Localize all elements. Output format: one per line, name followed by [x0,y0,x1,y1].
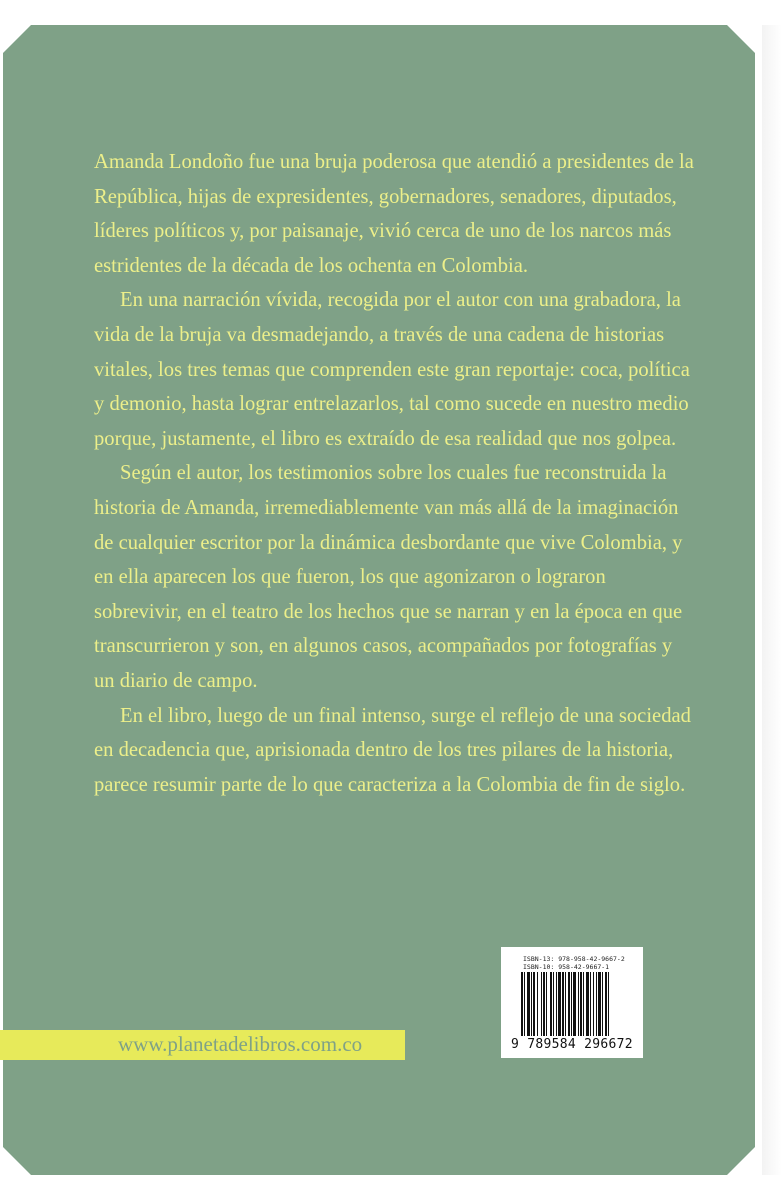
barcode-bar [605,972,607,1036]
page-edge [762,25,782,1175]
isbn10-label: ISBN-10: 958-42-9667-1 [523,963,610,971]
barcode-bar [558,972,561,1036]
barcode-bar [598,972,601,1036]
barcode-bar [596,972,597,1036]
back-cover-blurb [94,145,694,802]
barcode-bar [586,972,589,1036]
barcode-bar [537,972,538,1036]
barcode-bar [553,972,554,1036]
barcode-bar [562,972,564,1036]
barcode-bar [602,972,603,1036]
barcode [501,947,643,1058]
barcode-bars [521,972,623,1036]
barcode-bar [543,972,545,1036]
barcode-bar [608,972,609,1036]
isbn13-label: ISBN-13: 978-958-42-9667-2 [523,955,625,963]
barcode-bar [521,972,523,1036]
barcode-bar [573,972,576,1036]
blurb-paragraph-3: Según el autor, los testimonios sobre los cuales fue reconstruida la historia de Amanda, irremediablemente van más allá de la imaginación de cualquier escritor por la dinámica desbordante que vive Colombia, y en ella aparecen los que fueron, los que agonizaron o lograron sobrevivir, en el teatro de los hechos que se narran y en la época en que transcurrieron y son, en algunos casos, acompañados por fotografías y un diario de campo. [94,462,683,692]
barcode-bar [568,972,570,1036]
barcode-bar [550,972,552,1036]
barcode-bar [580,972,582,1036]
barcode-bar [578,972,579,1036]
blurb-paragraph-4: En el libro, luego de un final intenso, surge el reflejo de una sociedad en decadencia que, aprisionada dentro de los tres pilares de la historia, parece resumir parte de lo que caracteriza a la Colombia de fin de siglo. [94,704,691,796]
barcode-bar [546,972,547,1036]
barcode-bar [527,972,530,1036]
barcode-digits: 9 789584 296672 [511,1037,633,1052]
barcode-bar [590,972,591,1036]
barcode-bar [583,972,584,1036]
barcode-bar [593,972,594,1036]
barcode-bar [531,972,532,1036]
blurb-paragraph-2: En una narración vívida, recogida por el autor con una grabadora, la vida de la bruja va desmadejando, a través de una cadena de historias vitales, los tres temas que comprenden este gran reportaje: coca, política y demonio, hasta lograr entrelazarlos, tal como sucede en nuestro medio porque, justamente, el libro es extraído de esa realidad que nos golpea. [94,289,690,450]
barcode-bar [565,972,566,1036]
blurb-paragraph-1: Amanda Londoño fue una bruja poderosa que atendió a presidentes de la República, hijas de expresidentes, gobernadores, senadores, diputados, líderes políticos y, por paisanaje, vivió cerca de uno de los narcos más estridentes de la década de los ochenta en Colombia. [94,151,694,277]
barcode-bar [556,972,557,1036]
website-link[interactable]: www.planetadelibros.com.co [118,1032,363,1056]
barcode-bar [571,972,572,1036]
barcode-bar [524,972,525,1036]
barcode-bar [541,972,542,1036]
barcode-bar [533,972,535,1036]
